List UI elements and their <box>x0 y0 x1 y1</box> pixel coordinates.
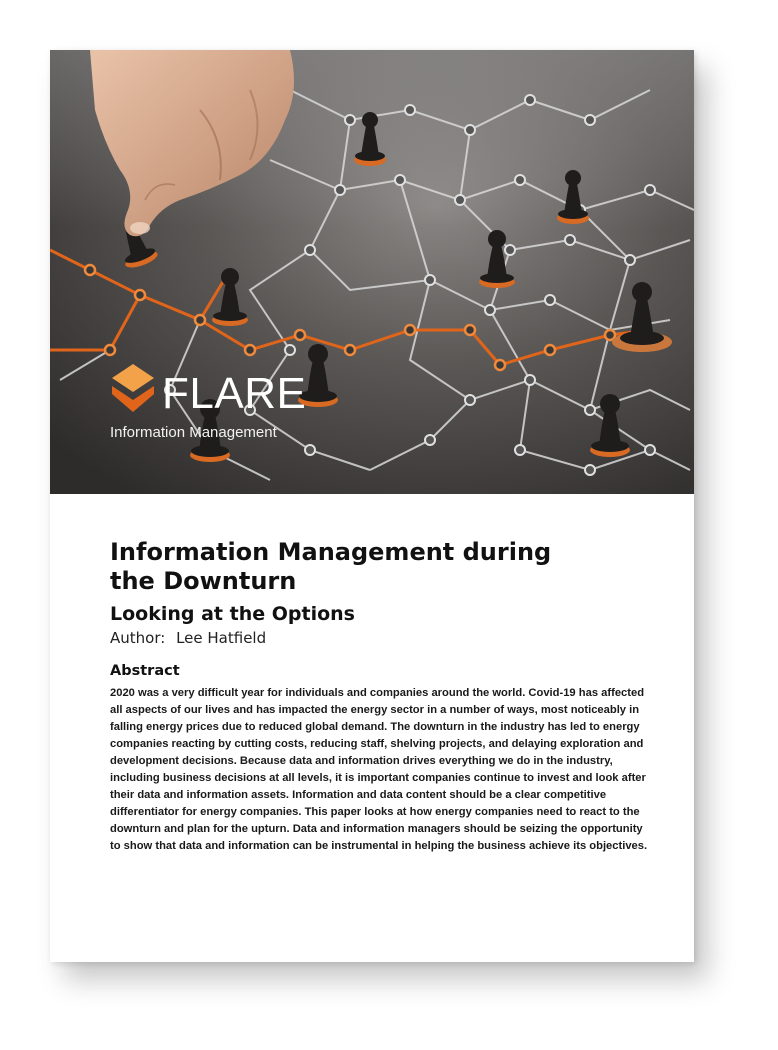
abstract-heading: Abstract <box>110 663 180 679</box>
title-line-1: Information Management during <box>110 538 552 566</box>
logo-tagline: Information Management <box>110 424 277 441</box>
abstract-text: 2020 was a very difficult year for individuals and companies around the world. Covid-19 has affected all aspects of our lives and has impacted the energy sector in a number of ways, most noticeably in falling energy prices due to reduced global demand. The downturn in the industry has led to energy companies reacting by cutting costs, reducing staff, shelving projects, and delaying exploration and development decisions. Because data and information drives everything we do in the industry, including business decisions at all levels, it is important companies continue to invest and look after their data and information assets. Information and data content should be a clear competitive differentiator for energy companies. This paper looks at how energy companies need to react to the downturn and plan for the upturn. Data and information managers should be seizing the opportunity to show that data and information can be instrumental in helping the business achieve its objectives. <box>110 687 648 852</box>
flare-logo <box>110 362 350 452</box>
author-label: Author: <box>110 629 166 647</box>
author-name: Lee Hatfield <box>176 629 267 647</box>
document-title <box>110 538 650 596</box>
document-subtitle: Looking at the Options <box>110 603 355 625</box>
document-content <box>110 538 650 855</box>
cover-image <box>50 50 694 494</box>
document-page <box>50 50 694 962</box>
flare-logo-icon <box>110 364 156 414</box>
author-line <box>110 628 650 648</box>
title-line-2: the Downturn <box>110 567 297 595</box>
flare-logo-text: FLARE <box>162 369 307 418</box>
